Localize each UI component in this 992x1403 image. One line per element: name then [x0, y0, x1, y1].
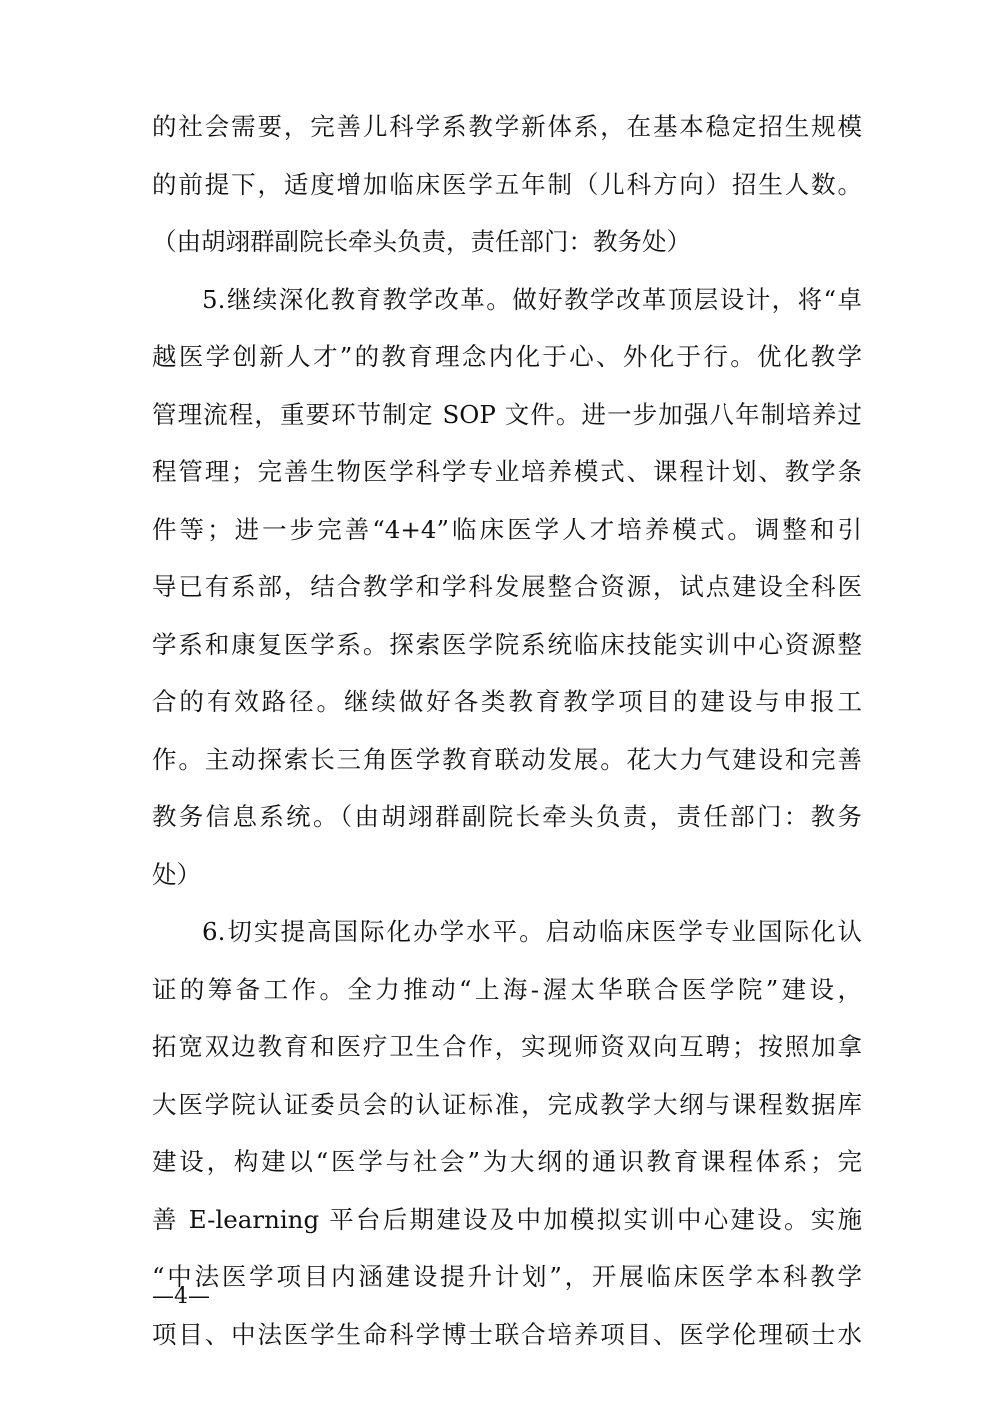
- text-line: 善 E-learning 平台后期建设及中加模拟实训中心建设。实施: [152, 1204, 862, 1234]
- text-line: 管理流程，重要环节制定 SOP 文件。进一步加强八年制培养过: [152, 399, 862, 429]
- text-line: 建设，构建以“医学与社会”为大纲的通识教育课程体系；完: [152, 1147, 862, 1176]
- body-text: [152, 98, 862, 1363]
- text-line: 教务信息系统。（由胡翊群副院长牵头负责，责任部门：教务: [152, 802, 862, 831]
- text-line: 大医学院认证委员会的认证标准，完成教学大纲与课程数据库: [152, 1089, 862, 1119]
- text-line: 的社会需要，完善儿科学系教学新体系，在基本稳定招生规模: [152, 112, 862, 141]
- page-number: —4—: [152, 1284, 210, 1309]
- text-line: 导已有系部，结合教学和学科发展整合资源，试点建设全科医: [152, 572, 862, 601]
- text-line: 6.切实提高国际化办学水平。启动临床医学专业国际化认: [202, 917, 862, 946]
- text-line: 拓宽双边教育和医疗卫生合作，实现师资双向互聘；按照加拿: [152, 1032, 862, 1061]
- text-line: 作。主动探索长三角医学教育联动发展。花大力气建设和完善: [152, 744, 862, 774]
- text-line: 处）: [152, 859, 201, 889]
- text-line: 5.继续深化教育教学改革。做好教学改革顶层设计，将“卓: [202, 284, 862, 314]
- text-line: 件等；进一步完善“4+4”临床医学人才培养模式。调整和引: [152, 514, 862, 544]
- text-line: 合的有效路径。继续做好各类教育教学项目的建设与申报工: [152, 687, 862, 716]
- text-line: 证的筹备工作。全力推动“上海-渥太华联合医学院”建设，: [152, 974, 862, 1004]
- text-line: 项目、中法医学生命科学博士联合培养项目、医学伦理硕士水: [152, 1319, 862, 1349]
- text-line: （由胡翊群副院长牵头负责，责任部门：教务处）: [152, 227, 691, 256]
- text-line: 程管理；完善生物医学科学专业培养模式、课程计划、教学条: [152, 457, 862, 486]
- text-line: “中法医学项目内涵建设提升计划”，开展临床医学本科教学: [152, 1262, 862, 1291]
- text-line: 越医学创新人才”的教育理念内化于心、外化于行。优化教学: [152, 342, 862, 371]
- text-line: 的前提下，适度增加临床医学五年制（儿科方向）招生人数。: [152, 169, 862, 199]
- text-line: 学系和康复医学系。探索医学院系统临床技能实训中心资源整: [152, 629, 862, 659]
